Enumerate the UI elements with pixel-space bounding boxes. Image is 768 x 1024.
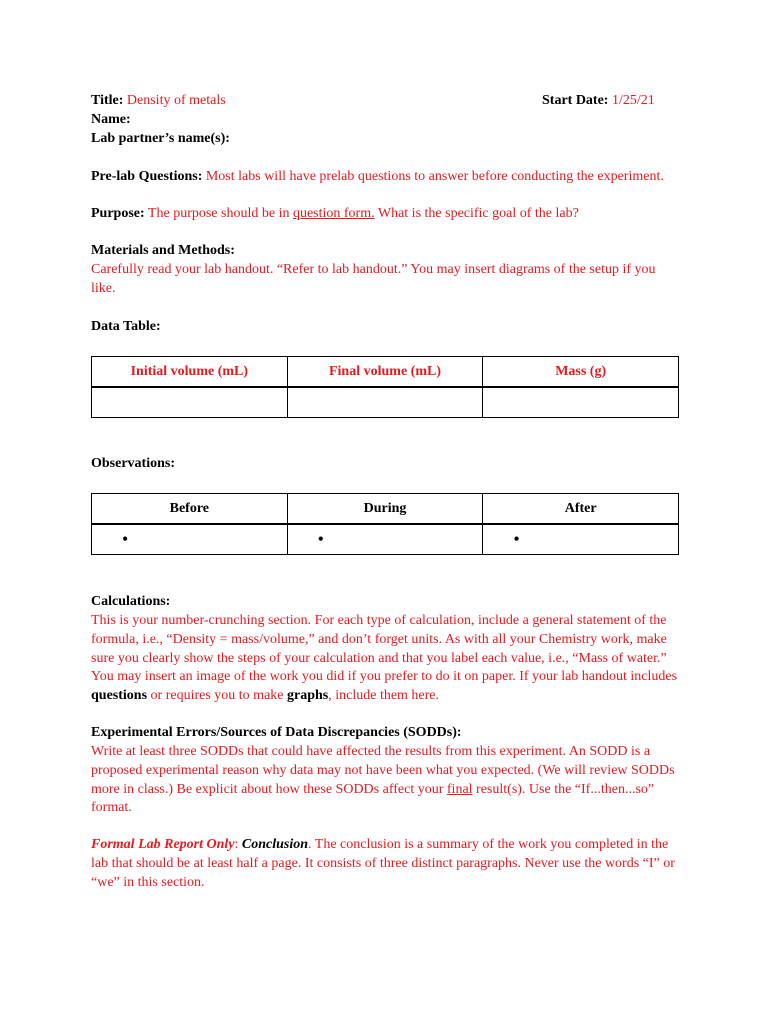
purpose-label: Purpose: xyxy=(91,206,145,221)
materials-text: Carefully read your lab handout. “Refer to lab handout.” You may insert diagrams of the setup if you like. xyxy=(91,262,656,296)
materials-label: Materials and Methods: xyxy=(91,243,235,258)
bullet-icon: • xyxy=(122,529,129,549)
purpose-text-before: The purpose should be in xyxy=(147,206,290,221)
errors-label: Experimental Errors/Sources of Data Discrepancies (SODDs): xyxy=(91,725,462,740)
prelab-section xyxy=(91,168,681,187)
observations-header: After xyxy=(483,494,679,525)
errors-underlined: final xyxy=(446,781,473,797)
bullet-icon: • xyxy=(317,529,324,549)
calculations-text xyxy=(91,612,681,706)
observation-after-cell[interactable] xyxy=(483,524,679,555)
formal-lab-label: Formal Lab Report Only xyxy=(91,837,235,852)
calculations-label: Calculations: xyxy=(91,594,171,609)
name-label: Name: xyxy=(91,112,131,127)
errors-text xyxy=(91,743,681,818)
start-date-value: 1/25/21 xyxy=(611,93,655,108)
observations-header: Before xyxy=(92,494,288,525)
errors-text-before: Write at least three SODDs that could have affected the results from this experiment. An SODD is a proposed experimental reason why data may not have been what you expected. (We will review SODDs more in class.) Be explicit about how these SODDs affect your xyxy=(91,744,675,797)
data-table-cell[interactable] xyxy=(92,387,288,418)
conclusion-colon: : xyxy=(234,837,239,852)
start-date-line xyxy=(542,92,655,111)
conclusion-text: . The conclusion is a summary of the work you completed in the lab that should be at least half a page. It consists of three distinct paragraphs. Never use the words “I” or “we” in this section. xyxy=(91,837,675,890)
calculations-questions: questions xyxy=(91,688,148,704)
prelab-text: Most labs will have prelab questions to answer before conducting the experiment. xyxy=(205,169,664,184)
observation-before-cell[interactable] xyxy=(92,524,288,555)
conclusion-label: Conclusion xyxy=(241,837,309,852)
calculations-body: This is your number-crunching section. For each type of calculation, include a general statement of the formula, i.e., “Density = mass/volume,” and don’t forget units. As with all your Chemistry work, make sure you clearly show the steps of your calculation and that you label each value, i.e., “Mass of water.” You may insert an image of the work you did if you prefer to do it on paper. If your lab handout includes xyxy=(91,613,678,685)
calculations-end: , include them here. xyxy=(328,688,440,704)
data-table-cell[interactable] xyxy=(483,387,679,418)
observation-during-cell[interactable] xyxy=(287,524,483,555)
observations-header: During xyxy=(287,494,483,525)
prelab-label: Pre-lab Questions: xyxy=(91,169,203,184)
conclusion-section xyxy=(91,836,681,892)
bullet-icon: • xyxy=(513,529,520,549)
data-table-header: Initial volume (mL) xyxy=(92,357,288,388)
calculations-graphs: graphs xyxy=(287,688,329,704)
observations-table xyxy=(91,493,679,555)
lab-partners-label: Lab partner’s name(s): xyxy=(91,131,230,146)
purpose-underlined: question form. xyxy=(292,206,375,221)
purpose-text-after: What is the specific goal of the lab? xyxy=(377,206,579,221)
data-table-header: Final volume (mL) xyxy=(287,357,483,388)
start-date-label: Start Date: xyxy=(542,93,609,108)
observations-label: Observations: xyxy=(91,456,175,471)
calculations-mid: or requires you to make xyxy=(150,688,284,704)
data-table-cell[interactable] xyxy=(287,387,483,418)
purpose-section xyxy=(91,205,681,224)
data-table-label: Data Table: xyxy=(91,319,161,334)
data-table xyxy=(91,356,679,418)
errors-text-after: result(s). Use the “If...then...so” format. xyxy=(91,781,655,816)
title-value: Density of metals xyxy=(126,93,226,108)
data-table-header: Mass (g) xyxy=(483,357,679,388)
title-label: Title: xyxy=(91,93,124,108)
